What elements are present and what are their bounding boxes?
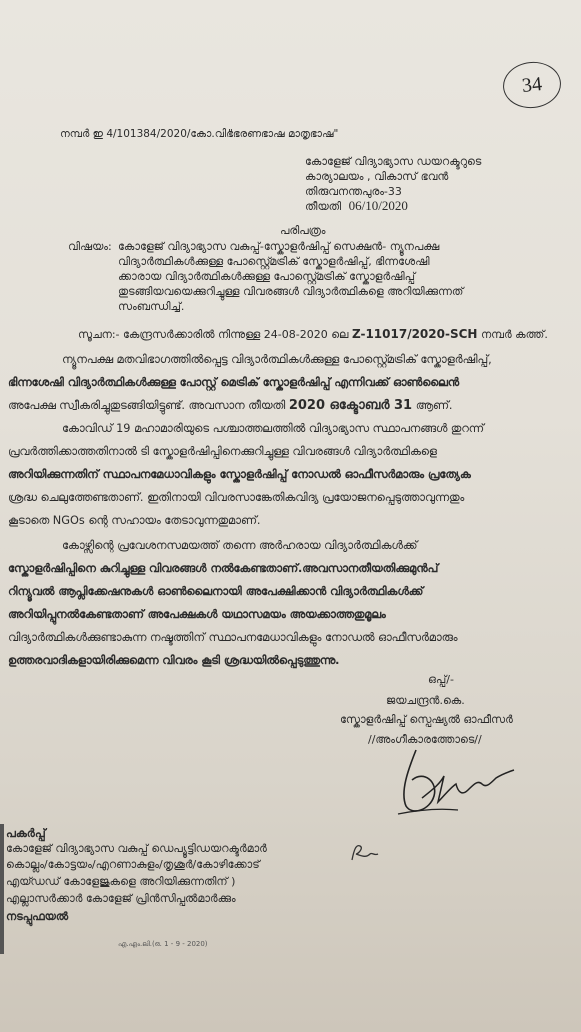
body-p1-line-3c: ആണ്.	[415, 399, 453, 412]
body-p1-line-3	[8, 399, 452, 413]
reference-code: Z-11017/2020-SCH	[351, 327, 478, 341]
body-p3-line-1: കോഴ്സിന്റെ പ്രവേശനസമയത്ത് തന്നെ അർഹരായ വിദ്യാർത്ഥികൾക്ക്	[62, 539, 418, 552]
body-p1-line-1: ന്യൂനപക്ഷ മതവിഭാഗത്തിൽപ്പെട്ട വിദ്യാർത്ഥികൾക്കുള്ള പോസ്റ്റ്മെട്രിക് സ്കോളർഷിപ്പ്,	[62, 353, 492, 366]
subject-line-5: സംബന്ധിച്ച്.	[118, 300, 185, 313]
reference-label: സൂചന:-	[78, 328, 120, 341]
language-tag: "ഭരണഭാഷ മാതൃഭാഷ"	[228, 128, 339, 140]
reference-row	[78, 327, 548, 342]
subject-line-3: ക്കാരായ വിദ്യാർത്ഥികൾക്കുള്ള പോസ്റ്റ്മെട്രിക് സ്കോളർഷിപ്പ്	[118, 270, 416, 283]
deadline-date: 2020 ഒക്ടോബർ 31	[288, 398, 413, 413]
initials-mark	[348, 840, 382, 866]
officer-signature	[378, 740, 528, 824]
copy-line-2: കൊല്ലം/കോട്ടയം/എറണാകുളം/തൃശൂർ/കോഴിക്കോട്	[6, 858, 260, 871]
copy-line-1: കോളേജ് വിദ്യാഭ്യാസ വകുപ്പ് ഡെപ്യൂട്ടിഡയറക്ടർമാർ	[6, 842, 267, 855]
page-number-circle: 34	[501, 59, 563, 111]
date-label: തീയതി	[305, 200, 342, 213]
body-p1-line-2: ഭിന്നശേഷി വിദ്യാർത്ഥികൾക്കുള്ള പോസ്റ്റ് മെട്രിക് സ്കോളർഷിപ്പ് എന്നിവക്ക് ഓൺലൈൻ	[8, 376, 459, 389]
margin-mark	[0, 824, 4, 954]
body-p3-line-6: ഉത്തരവാദികളായിരിക്കുമെന്ന വിവരം കൂടി ശ്രദ്ധയിൽപ്പെടുത്തുന്നു.	[8, 654, 340, 667]
reference-text: കേന്ദ്രസർക്കാരിൽ നിന്നുള്ള 24-08-2020 ലെ	[123, 328, 349, 341]
address-line-1: കോളേജ് വിദ്യാഭ്യാസ ഡയറക്ടറുടെ	[305, 155, 482, 168]
body-p1-line-3a: അപേക്ഷ സ്വീകരിച്ചുതുടങ്ങിയിട്ടുണ്ട്. അവസാന തീയതി	[8, 399, 286, 412]
body-p3-line-3: റിന്യൂവൽ ആപ്ലിക്കേഷനുകൾ ഓൺലൈനായി അപേക്ഷിക്കാൻ വിദ്യാർത്ഥികൾക്ക്	[8, 585, 424, 598]
footnote: എ.എം.ലി.(ഒ. 1 - 9 - 2020)	[118, 940, 208, 948]
signature-sd: ഒപ്പ്/-	[428, 673, 454, 686]
subject-line-1: കോളേജ് വിദ്യാഭ്യാസ വകുപ്പ്-സ്കോളർഷിപ്പ് സെക്ഷൻ- ന്യൂനപക്ഷ	[118, 240, 440, 253]
subject-line-2: വിദ്യാർത്ഥികൾക്കുള്ള പോസ്റ്റ്മെട്രിക് സ്കോളർഷിപ്പ്, ഭിന്നശേഷി	[118, 255, 430, 268]
copy-line-5: നടപ്പുഫയൽ	[6, 910, 69, 923]
body-p2-line-1: കോവിഡ് 19 മഹാമാരിയുടെ പശ്ചാത്തലത്തിൽ വിദ്യാഭ്യാസ സ്ഥാപനങ്ങൾ തുറന്ന്	[62, 422, 484, 435]
body-p2-line-3: അറിയിക്കുന്നതിന് സ്ഥാപനമേധാവികളും സ്കോളർഷിപ്പ് നോഡൽ ഓഫീസർമാരും പ്രത്യേക	[8, 468, 471, 481]
subject-line-4: തുടങ്ങിയവയെക്കുറിച്ചുള്ള വിവരങ്ങൾ വിദ്യാർത്ഥികളെ അറിയിക്കുന്നത്	[118, 285, 464, 298]
date-row	[305, 199, 408, 214]
copy-line-4: എല്ലാസർക്കാർ കോളേജ് പ്രിൻസിപ്പൽമാർക്കും	[6, 892, 236, 905]
address-line-2: കാര്യാലയം , വികാസ് ഭവൻ	[305, 170, 449, 183]
copy-label: പകർപ്പ്	[6, 826, 46, 840]
body-p3-line-5: വിദ്യാർത്ഥികൾക്കുണ്ടാകുന്ന നഷ്ടത്തിന് സ്ഥാപനമേധാവികളും നോഡൽ ഓഫീസർമാരും	[8, 631, 458, 644]
signatory-designation: സ്കോളർഷിപ്പ് സ്പെഷ്യൽ ഓഫീസർ	[340, 713, 513, 726]
body-p3-line-2: സ്കോളർഷിപ്പിനെ കുറിച്ചുള്ള വിവരങ്ങൾ നൽകേണ്ടതാണ്.അവസാനതീയതിക്കുമുൻപ്	[8, 562, 439, 575]
subject-label: വിഷയം:	[68, 240, 112, 253]
copy-line-3: എയ്ഡഡ് കോളേജുകളെ അറിയിക്കുന്നതിന് )	[6, 875, 236, 888]
reference-suffix: നമ്പർ കത്ത്.	[480, 328, 548, 341]
body-p2-line-4: ശ്രദ്ധ ചെലുത്തേണ്ടതാണ്. ഇതിനായി വിവരസാങ്കേതികവിദ്യ പ്രയോജനപ്പെടുത്താവുന്നതും	[8, 491, 465, 504]
attestation-line: //അംഗീകാരത്തോടെ//	[368, 733, 482, 746]
reference-number: നമ്പർ ഇ 4/101384/2020/കോ.വിഭ	[60, 128, 233, 140]
body-p3-line-4: അറിയിപ്പുനൽകേണ്ടതാണ് അപേക്ഷകൾ യഥാസമയം അയക്കാത്തതുമൂലം	[8, 608, 386, 621]
body-p2-line-5: കൂടാതെ NGOs ന്റെ സഹായം തേടാവുന്നതുമാണ്.	[8, 514, 261, 527]
address-line-3: തിരുവനന്തപുരം-33	[305, 185, 402, 198]
date-value: 06/10/2020	[348, 198, 408, 213]
signatory-name: ജയചന്ദ്രൻ.കെ.	[386, 694, 465, 707]
document-title: പരിപത്രം	[280, 224, 326, 237]
body-p2-line-2: പ്രവർത്തിക്കാത്തതിനാൽ ടി സ്കോളർഷിപ്പിനെക്കുറിച്ചുള്ള വിവരങ്ങൾ വിദ്യാർത്ഥികളെ	[8, 445, 437, 458]
